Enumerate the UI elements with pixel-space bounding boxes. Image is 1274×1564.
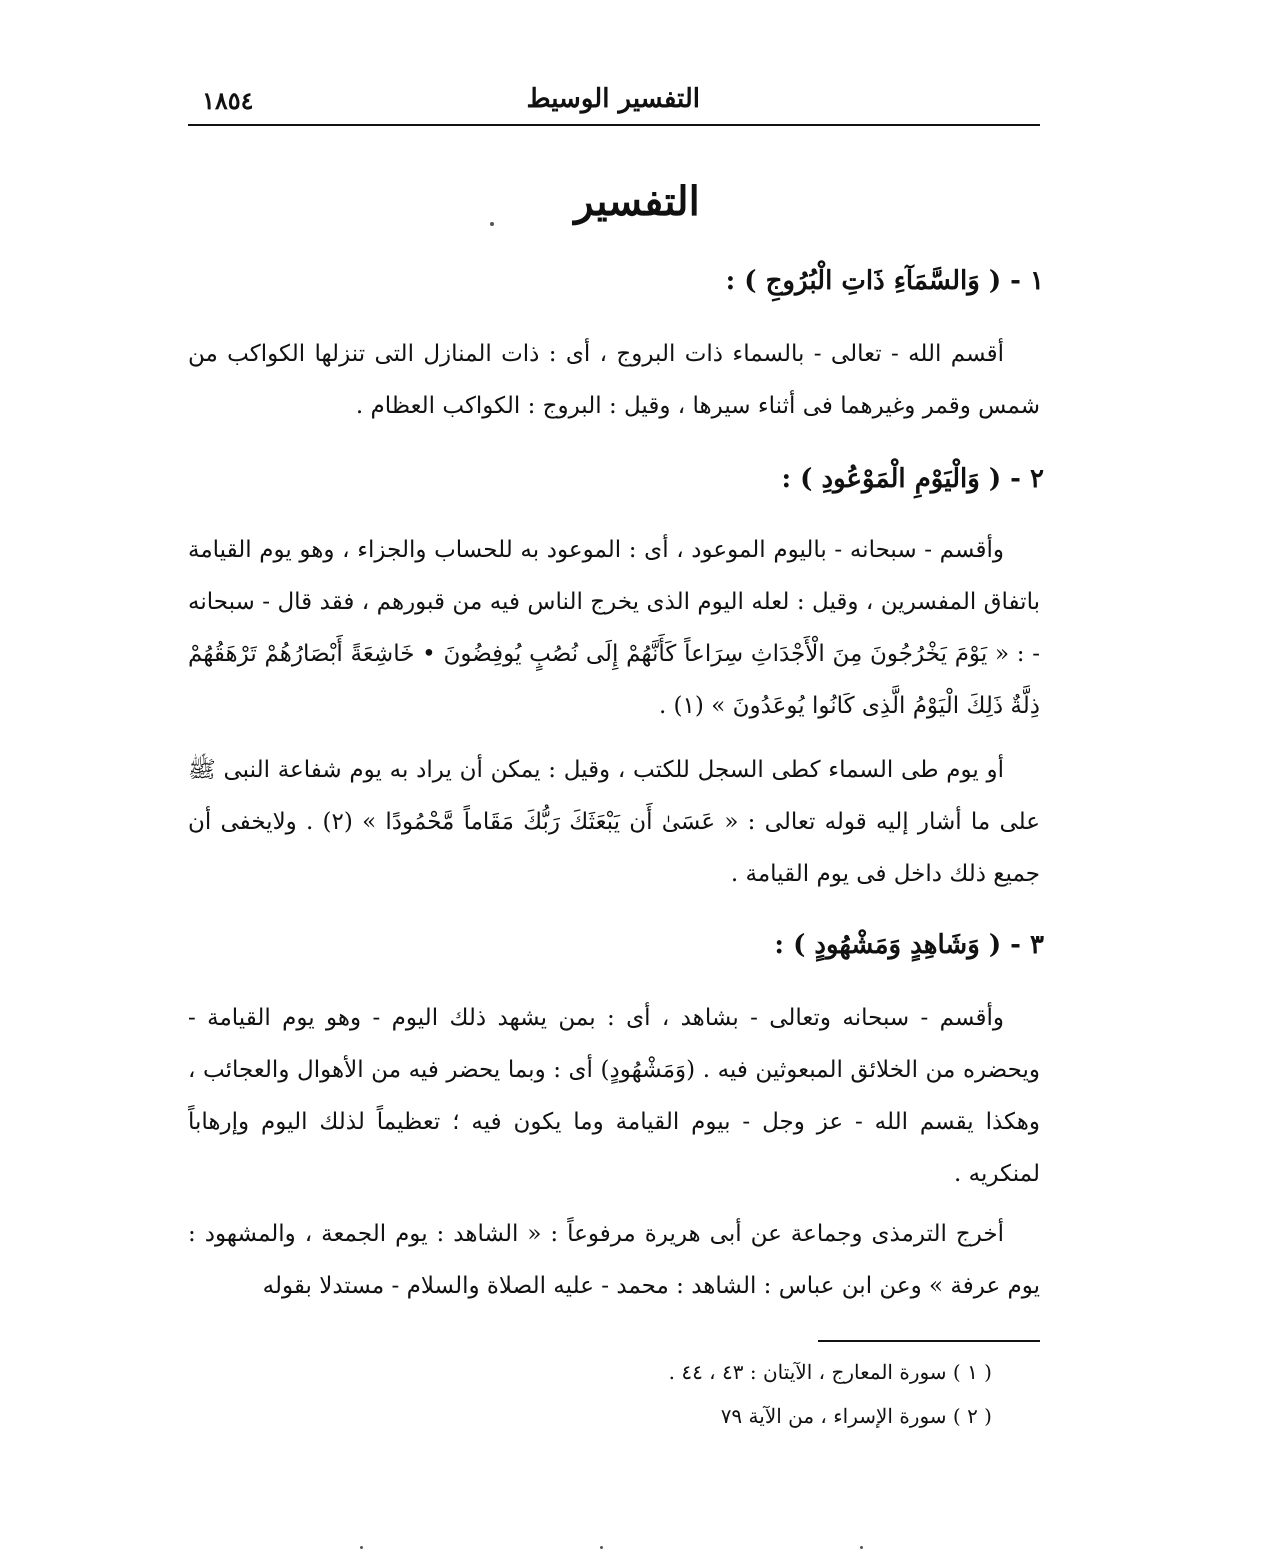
commentary-paragraph (188, 328, 1040, 432)
commentary-paragraph (188, 1208, 1040, 1312)
paragraph-text: أخرج الترمذى وجماعة عن أبى هريرة مرفوعاً : « الشاهد : يوم الجمعة ، والمشهود : يوم عرفة » وعن ابن عباس : الشاهد : محمد - عليه الصلاة والسلام - مستدلا بقوله (188, 1221, 1040, 1299)
paragraph-text: أو يوم طى السماء كطى السجل للكتب ، وقيل : يمكن أن يراد به يوم شفاعة النبى ﷺ على ما أشار إليه قوله تعالى : « عَسَىٰ أَن يَبْعَثَكَ رَبُّكَ مَقَاماً مَّحْمُودًا » (٢) . ولايخفى أن جميع ذلك داخل فى يوم القيامة . (188, 757, 1040, 887)
commentary-paragraph (188, 992, 1040, 1200)
verse-heading-2: ٢ - ( وَالْيَوْمِ الْمَوْعُودِ ) : (781, 464, 1044, 494)
footnote-2: ( ٢ ) سورة الإسراء ، من الآية ٧٩ (720, 1404, 992, 1428)
commentary-paragraph (188, 524, 1040, 732)
footnote-1: ( ١ ) سورة المعارج ، الآيتان : ٤٣ ، ٤٤ . (668, 1360, 992, 1384)
verse-heading-3: ٣ - ( وَشَاهِدٍ وَمَشْهُودٍ ) : (774, 930, 1044, 960)
scan-speck (360, 1546, 363, 1549)
scan-speck (860, 1546, 863, 1549)
verse-heading-1: ١ - ( وَالسَّمَآءِ ذَاتِ الْبُرُوجِ ) : (725, 266, 1044, 296)
footnote-divider (818, 1340, 1040, 1342)
scan-speck (600, 1546, 603, 1549)
paragraph-text: أقسم الله - تعالى - بالسماء ذات البروج ، أى : ذات المنازل التى تنزلها الكواكب من شمس وقمر وغيرهما فى أثناء سيرها ، وقيل : البروج : الكواكب العظام . (188, 341, 1040, 419)
paragraph-text: وأقسم - سبحانه - باليوم الموعود ، أى : الموعود به للحساب والجزاء ، وهو يوم القيامة باتفاق المفسرين ، وقيل : لعله اليوم الذى يخرج الناس فيه من قبورهم ، فقد قال - سبحانه - : « يَوْمَ يَخْرُجُونَ مِنَ الْأَجْدَاثِ سِرَاعاً كَأَنَّهُمْ إِلَى نُصُبٍ يُوفِضُونَ • خَاشِعَةً أَبْصَارُهُمْ تَرْهَقُهُمْ ذِلَّةٌ ذَلِكَ الْيَوْمُ الَّذِى كَانُوا يُوعَدُونَ » (١) . (188, 537, 1040, 719)
running-title: التفسير الوسيط (526, 84, 700, 114)
scan-speck (490, 222, 494, 226)
paragraph-text: وأقسم - سبحانه وتعالى - بشاهد ، أى : بمن يشهد ذلك اليوم - وهو يوم القيامة - ويحضره من الخلائق المبعوثين فيه . (وَمَشْهُودٍ) أى : وبما يحضر فيه من الأهوال والعجائب ، وهكذا يقسم الله - عز وجل - بيوم القيامة وما يكون فيه ؛ تعظيماً لذلك اليوم وإرهاباً لمنكريه . (188, 1005, 1040, 1187)
page-number: ١٨٥٤ (202, 86, 254, 115)
page-header (188, 82, 1040, 126)
section-title: التفسير (574, 178, 700, 225)
commentary-paragraph (188, 744, 1040, 900)
